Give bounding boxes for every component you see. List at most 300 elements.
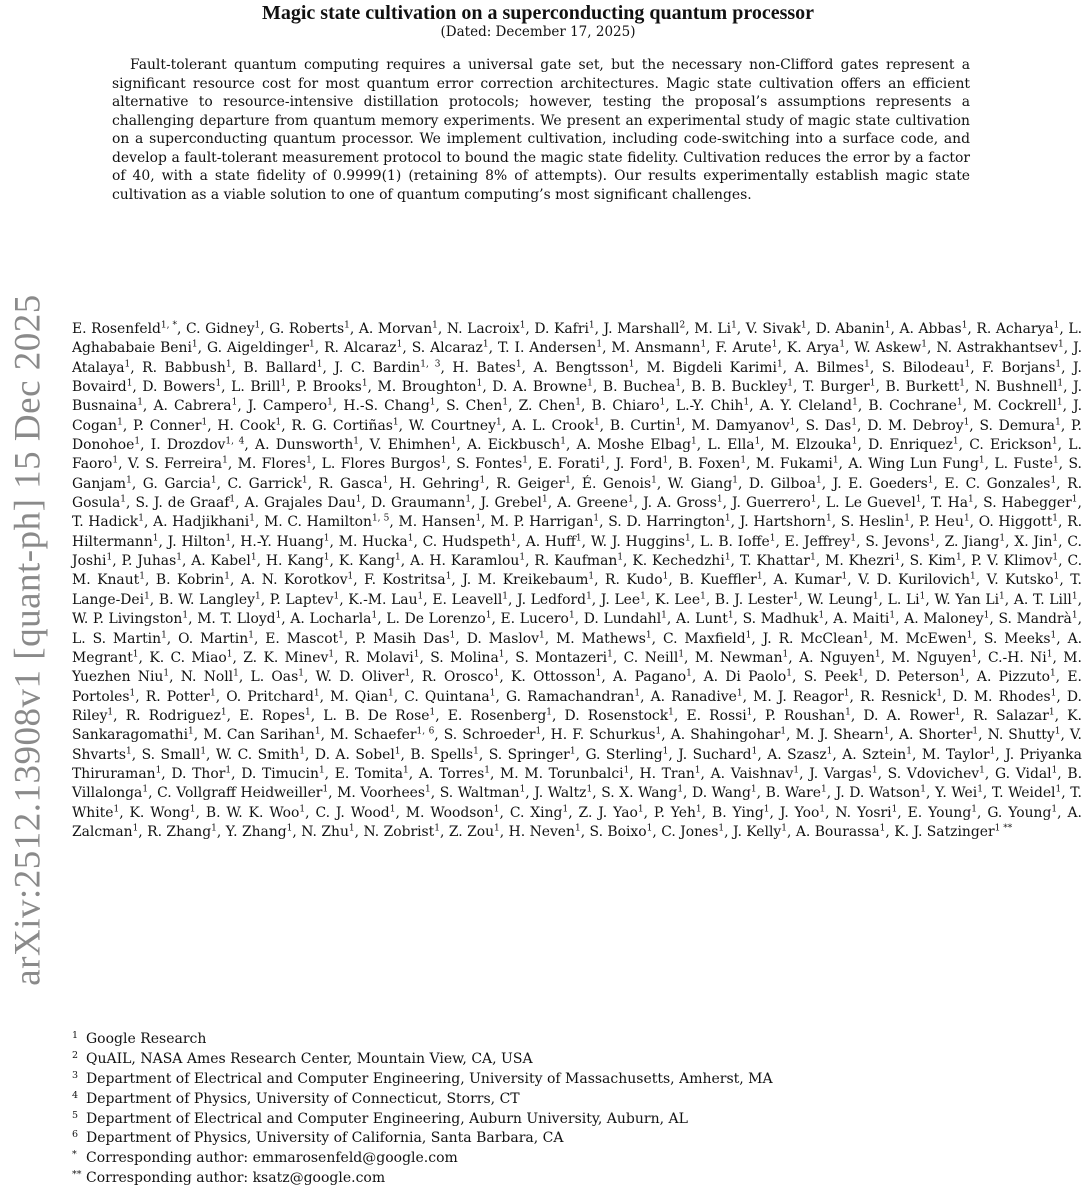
author-affiliation-mark: 1 [655, 726, 662, 737]
author [678, 747, 757, 763]
author-affiliation-mark: 1 [700, 591, 706, 602]
affiliation [72, 1111, 773, 1131]
author-affiliation-mark: 1 [727, 610, 734, 621]
author-affiliation-mark: 1 [628, 359, 635, 370]
author-name: C.-H. Ni [988, 649, 1047, 666]
author-affiliation-mark: 1 [395, 552, 401, 563]
author-name: A. Torres [418, 765, 485, 782]
author-affiliation-mark: 1 [740, 455, 747, 466]
author-affiliation-mark: 1 [929, 533, 936, 544]
author [255, 437, 359, 453]
author [692, 785, 757, 801]
author-name: A. Dunsworth [255, 437, 354, 454]
author-affiliation-mark: 1 [132, 649, 139, 660]
author-name: D. Kafri [534, 321, 589, 337]
author-name: D. Gilboa [748, 475, 817, 492]
author-name: J. Guerrero [732, 495, 811, 512]
affiliation-text: Corresponding author: emmarosenfeld@google.com [86, 1150, 458, 1167]
author-name: G. Roberts [269, 321, 345, 337]
author-name: G. Vidal [995, 765, 1052, 782]
author-name: W. C. Smith [215, 746, 300, 763]
author-name: N. Noll [180, 669, 234, 686]
author-name: S. Fontes [456, 456, 523, 473]
author-name: A. H. Karamlou [410, 553, 520, 570]
author [888, 592, 926, 608]
author [704, 669, 792, 685]
author-name: E. Young [907, 804, 972, 821]
author [510, 805, 568, 821]
author-affiliation-mark: 1 [617, 552, 624, 563]
author [613, 669, 692, 685]
author [72, 321, 177, 337]
author [178, 631, 254, 647]
author [191, 553, 256, 569]
author-affiliation-mark: 1 [126, 475, 132, 486]
author [126, 708, 227, 724]
author-affiliation-mark: 1 [857, 668, 864, 679]
author-name: A. Shahingohar [670, 727, 781, 744]
author [908, 805, 977, 821]
author-affiliation-mark: 1 [449, 629, 456, 640]
author-affiliation-mark: 1 [387, 687, 394, 698]
author-affiliation-mark: 1 ** [994, 823, 1013, 834]
author-name: D. Lundahl [583, 611, 662, 628]
author [128, 456, 228, 472]
author-name: S. Vdovichev [887, 765, 980, 782]
author-affiliation-mark: 1 [248, 629, 254, 640]
author-affiliation-mark: 1 [1055, 784, 1062, 795]
author-affiliation-mark: 1 [225, 533, 232, 544]
author [447, 321, 526, 337]
author [364, 572, 451, 588]
author-affiliation-mark: 1 [661, 610, 667, 621]
author-affiliation-mark: 1 [299, 745, 306, 756]
author-affiliation-mark: 1 [956, 397, 963, 408]
author-name: P. Juhas [121, 553, 177, 570]
author-name: R. Potter [145, 688, 210, 705]
author-name: S. X. Wang [601, 785, 678, 802]
author-affiliation-mark: 1 [313, 687, 320, 698]
author [743, 611, 825, 627]
author [146, 689, 216, 705]
author [534, 553, 623, 569]
author [971, 553, 1058, 569]
author-name: D. A. Sobel [314, 746, 395, 763]
author-affiliation-mark: 1 [189, 803, 196, 814]
author-name: S. Springer [488, 746, 570, 763]
author [711, 766, 800, 782]
author-name: C. Jones [661, 823, 719, 840]
author-name: C. Neill [623, 649, 679, 666]
author-affiliation-mark: 1 [489, 687, 496, 698]
author [534, 785, 592, 801]
author-name: M. Bigdeli Karimi [646, 359, 777, 376]
author [432, 592, 508, 608]
author-name: C. Erickson [969, 437, 1052, 454]
author-affiliation-mark: 1 [225, 765, 232, 776]
author-affiliation-mark: 1 [484, 765, 490, 776]
author-name: B. J. Lester [714, 591, 793, 608]
author-affiliation-mark: 1 [724, 513, 731, 524]
author-name: R. Zhang [147, 823, 212, 840]
author-name: G. Ramachandran [505, 688, 635, 705]
author-affiliation-mark: 1, 4 [225, 436, 245, 447]
author-name: H. Tran [639, 765, 695, 782]
author-affiliation-mark: 1 [382, 475, 389, 486]
author-name: E. Jeffrey [784, 533, 851, 550]
author-affiliation-mark: 1 [117, 417, 123, 428]
author-name: H. Gehring [399, 475, 480, 492]
affiliation-text: Department of Physics, University of California, Santa Barbara, CA [86, 1130, 564, 1147]
author-affiliation-mark: 1 [308, 339, 315, 350]
author [663, 631, 751, 647]
author-name: H. F. Schurkus [550, 727, 656, 744]
author-affiliation-mark: 1 [142, 784, 149, 795]
author-name: R. Alcaraz [324, 340, 397, 357]
author [973, 708, 1055, 724]
author-name: P. Yeh [653, 804, 696, 821]
author-affiliation-mark: 1 [787, 378, 794, 389]
author [203, 727, 320, 743]
author [922, 747, 996, 763]
author-affiliation-mark: 1 [821, 784, 827, 795]
author [611, 340, 706, 356]
author [399, 476, 485, 492]
author-affiliation-mark: 1 [476, 378, 483, 389]
author-affiliation-mark: 1 [323, 552, 330, 563]
author-affiliation-mark: 1 [473, 745, 479, 756]
author [601, 785, 683, 801]
author-name: P. Donohoe [72, 417, 1082, 454]
author-name: H. Kang [265, 553, 324, 570]
author [585, 747, 668, 763]
author-name: H. Neven [508, 823, 575, 840]
author-affiliation-mark: 1 [188, 726, 194, 737]
author [216, 747, 305, 763]
author-name: S. Demura [979, 417, 1056, 434]
author [296, 379, 367, 395]
author [931, 495, 974, 511]
author-name: E. Lucero [500, 611, 569, 628]
author-name: J. Hartshorn [739, 514, 826, 531]
author [345, 650, 420, 666]
author-affiliation-mark: 1 [919, 591, 926, 602]
author-name: C. Quintana [404, 688, 490, 705]
author-name: A. Kabel [191, 553, 251, 570]
author-name: S. Waltman [439, 785, 520, 802]
author [868, 398, 962, 414]
author-affiliation-mark: 1 [851, 436, 858, 447]
author [301, 824, 354, 840]
author-affiliation-mark: 1 [225, 359, 232, 370]
author-affiliation-mark: 1 [640, 591, 646, 602]
author [506, 689, 640, 705]
author [624, 650, 684, 666]
author-affiliation-mark: 1 [485, 610, 492, 621]
author [579, 805, 644, 821]
author [977, 669, 1056, 685]
author [130, 805, 196, 821]
author [319, 476, 389, 492]
author [265, 631, 344, 647]
author-affiliation-mark: 1 [275, 610, 282, 621]
author [601, 592, 646, 608]
author [1014, 592, 1078, 608]
author-affiliation-mark: 1 [182, 610, 189, 621]
author-name: D. Peterson [875, 669, 960, 686]
author-name: L. Le Guevel [825, 495, 916, 512]
author-affiliation-mark: 1 [874, 649, 881, 660]
author-name: M. Ansmann [611, 340, 701, 357]
author-name: A. Vaishnav [710, 765, 794, 782]
author [264, 514, 389, 530]
author [591, 534, 691, 550]
author-name: S. Peek [803, 669, 858, 686]
author [423, 534, 517, 550]
author-affiliation-mark: 1 [210, 475, 217, 486]
author-affiliation-mark: 1 [894, 552, 901, 563]
author-name: J. A. Gross [643, 495, 717, 512]
author-name: K. Lee [654, 591, 701, 608]
author-affiliation-mark: 1 [1052, 533, 1059, 544]
author [842, 747, 912, 763]
author-name: Y. Zhang [225, 823, 287, 840]
author-name: B. Curtin [609, 417, 676, 434]
author [796, 824, 886, 840]
author [953, 689, 1057, 705]
author [969, 437, 1057, 453]
author-name: S. Kim [909, 553, 956, 570]
author-name: S. J. de Graaf [135, 495, 230, 512]
author-name: S. Mandrà [998, 611, 1072, 628]
author-name: M. J. Reagor [753, 688, 844, 705]
author [556, 631, 652, 647]
author-name: K. Ottosson [511, 669, 596, 686]
author [122, 553, 182, 569]
author [168, 534, 231, 550]
author-name: N. Zobrist [363, 823, 435, 840]
author-name: B. Cochrane [868, 398, 957, 415]
author [409, 418, 502, 434]
author-name: A. T. Lill [1013, 591, 1072, 608]
author-affiliation-mark: 1 [864, 359, 870, 370]
author-affiliation-mark: 1 [222, 455, 228, 466]
author [651, 689, 743, 705]
author [153, 398, 237, 414]
author [983, 495, 1077, 511]
author-affiliation-mark: 1 [971, 803, 977, 814]
affiliation-text: QuAIL, NASA Ames Research Center, Mountain View, CA, USA [86, 1050, 533, 1067]
author-name: M. J. Shearn [795, 727, 884, 744]
author-name: E. C. Gonzales [944, 475, 1051, 492]
author-affiliation-mark: 1 [106, 552, 113, 563]
author-name: W. J. Huggins [590, 533, 685, 550]
author-name: C. Hudspeth [422, 533, 511, 550]
author [446, 398, 508, 414]
author-affiliation-mark: 1 [819, 803, 826, 814]
author [632, 553, 730, 569]
author [604, 321, 686, 337]
author-name: M. Taylor [921, 746, 990, 763]
author-affiliation-mark: 1 [413, 649, 420, 660]
author-affiliation-mark: 1 [510, 533, 517, 544]
author-affiliation-mark: 1 [862, 629, 869, 640]
author-name: J. Yoo [779, 804, 820, 821]
author-name: J. M. Kreikebaum [462, 572, 589, 589]
author-affiliation-mark: 1 [716, 494, 723, 505]
author [608, 514, 730, 530]
author-name: S. Montazeri [515, 649, 608, 666]
author-affiliation-mark: 1 [327, 397, 333, 408]
author-name: A. Grajales Dau [244, 495, 356, 512]
author-name: P. V. Klimov [971, 553, 1053, 570]
author-name: M. McEwen [880, 630, 967, 647]
author-affiliation-mark: 1 [989, 745, 996, 756]
author-name: S. Heslin [840, 514, 905, 531]
author [339, 553, 401, 569]
author-affiliation-mark: 1 [999, 533, 1006, 544]
author-name: K. Kechedzhi [632, 553, 725, 570]
author-name: A. Ranadive [650, 688, 737, 705]
author-name: D. Maslov [466, 630, 539, 647]
author-affiliation-mark: 1 [176, 552, 182, 563]
author-affiliation-mark: 1 [347, 571, 354, 582]
author-affiliation-mark: 1 [137, 397, 143, 408]
author-name: C. Gidney [186, 321, 255, 337]
author-name: A. Wing Lun Fung [848, 456, 979, 473]
author [159, 592, 261, 608]
author [655, 592, 706, 608]
author-affiliation-mark: 1, * [160, 320, 178, 331]
author-name: A. Szasz [767, 746, 827, 763]
author [153, 514, 255, 530]
author-name: J. Bovaird [72, 359, 1082, 396]
author-name: O. Martin [178, 630, 249, 647]
author [363, 824, 440, 840]
author-affiliation-mark: 1 [1050, 629, 1057, 640]
author-affiliation-mark: 1 [662, 571, 669, 582]
author-affiliation-mark: 1 [646, 823, 653, 834]
author-name: P. Roushan [764, 707, 846, 724]
author-name: V. Kutsko [986, 572, 1054, 589]
author-affiliation-mark: 1 [968, 494, 974, 505]
author-affiliation-mark: 2 [679, 320, 686, 331]
author-affiliation-mark: 1 [546, 707, 552, 718]
author-affiliation-mark: 1 [328, 649, 335, 660]
author-name: C. J. Wood [315, 804, 390, 821]
author [135, 495, 235, 511]
author [440, 785, 526, 801]
author-affiliation-mark: 1 [1052, 552, 1059, 563]
author [238, 456, 312, 472]
author [243, 360, 322, 376]
author-name: R. Hiltermann [72, 514, 1082, 550]
author [526, 534, 582, 550]
author-affiliation-mark: 1 [112, 455, 119, 466]
author-affiliation-mark: 1 [502, 591, 509, 602]
author [992, 785, 1061, 801]
author-affiliation-mark: 1 [575, 533, 582, 544]
author-affiliation-mark: 1 [782, 649, 789, 660]
author [796, 727, 890, 743]
author [565, 708, 674, 724]
author [676, 398, 749, 414]
author-affiliation-mark: 1 [662, 455, 669, 466]
author-name: J. Lee [600, 591, 641, 608]
author-affiliation-mark: 1 [952, 436, 959, 447]
author-affiliation-mark: 1 [920, 784, 926, 795]
author-name: L. Fuste [994, 456, 1053, 473]
author-affiliation-mark: 1 [301, 475, 308, 486]
author-affiliation-mark: 1 [623, 765, 630, 776]
author [142, 360, 231, 376]
author-affiliation-mark: 1 [161, 629, 167, 640]
author-affiliation-mark: 1 [745, 629, 752, 640]
author [404, 689, 495, 705]
author-name: T. Weidel [991, 785, 1056, 802]
author-name: M. Voorhees [337, 785, 426, 802]
author-name: A. Nguyen [799, 649, 875, 666]
author [337, 785, 431, 801]
author-affiliation-mark: 1 [959, 378, 965, 389]
author [936, 340, 1063, 356]
author-affiliation-mark: 1 [107, 707, 114, 718]
author-affiliation-mark: 1 [1053, 320, 1060, 331]
author [290, 611, 377, 627]
author [975, 379, 1063, 395]
author-affiliation-mark: 1 [226, 649, 233, 660]
author-name: R. Acharya [976, 321, 1054, 337]
author [746, 321, 807, 337]
author [749, 476, 822, 492]
author-name: M. Damyanov [691, 417, 790, 434]
author-affiliation-mark: 1 [565, 475, 571, 486]
author-name: F. Arute [715, 340, 772, 357]
author-affiliation-mark: 1 [515, 359, 522, 370]
author-affiliation-mark: 1 [1052, 513, 1059, 524]
author-affiliation-mark: 1 [1057, 378, 1064, 389]
author-name: D. A. Browne [492, 379, 588, 396]
author [371, 495, 471, 511]
author [935, 785, 983, 801]
author-name: A. Cabrera [153, 398, 232, 415]
author [386, 611, 491, 627]
author-name: B. Kobrin [155, 572, 225, 589]
author [444, 727, 541, 743]
author-name: B. Ware [765, 785, 822, 802]
author [891, 650, 977, 666]
author [700, 534, 776, 550]
author [773, 572, 847, 588]
author-name: J. Ledford [517, 591, 587, 608]
author-name: R. Orosco [421, 669, 494, 686]
author-name: B. Buchea [602, 379, 676, 396]
author [934, 592, 1004, 608]
author-name: A. Lunt [676, 611, 728, 628]
author-name: K. Kang [338, 553, 396, 570]
author-name: D. Abanin [815, 321, 885, 337]
author-name: C. Joshi [72, 533, 1082, 570]
author [767, 747, 832, 763]
author [740, 514, 832, 530]
author [654, 805, 702, 821]
author-name: L. B. De Rose [323, 707, 430, 724]
author [888, 766, 985, 782]
author-name: J. Ford [615, 456, 663, 473]
author-affiliation-mark: 1 [450, 436, 457, 447]
author-affiliation-mark: 1 [963, 417, 970, 428]
author-affiliation-mark: 1 [1048, 707, 1055, 718]
